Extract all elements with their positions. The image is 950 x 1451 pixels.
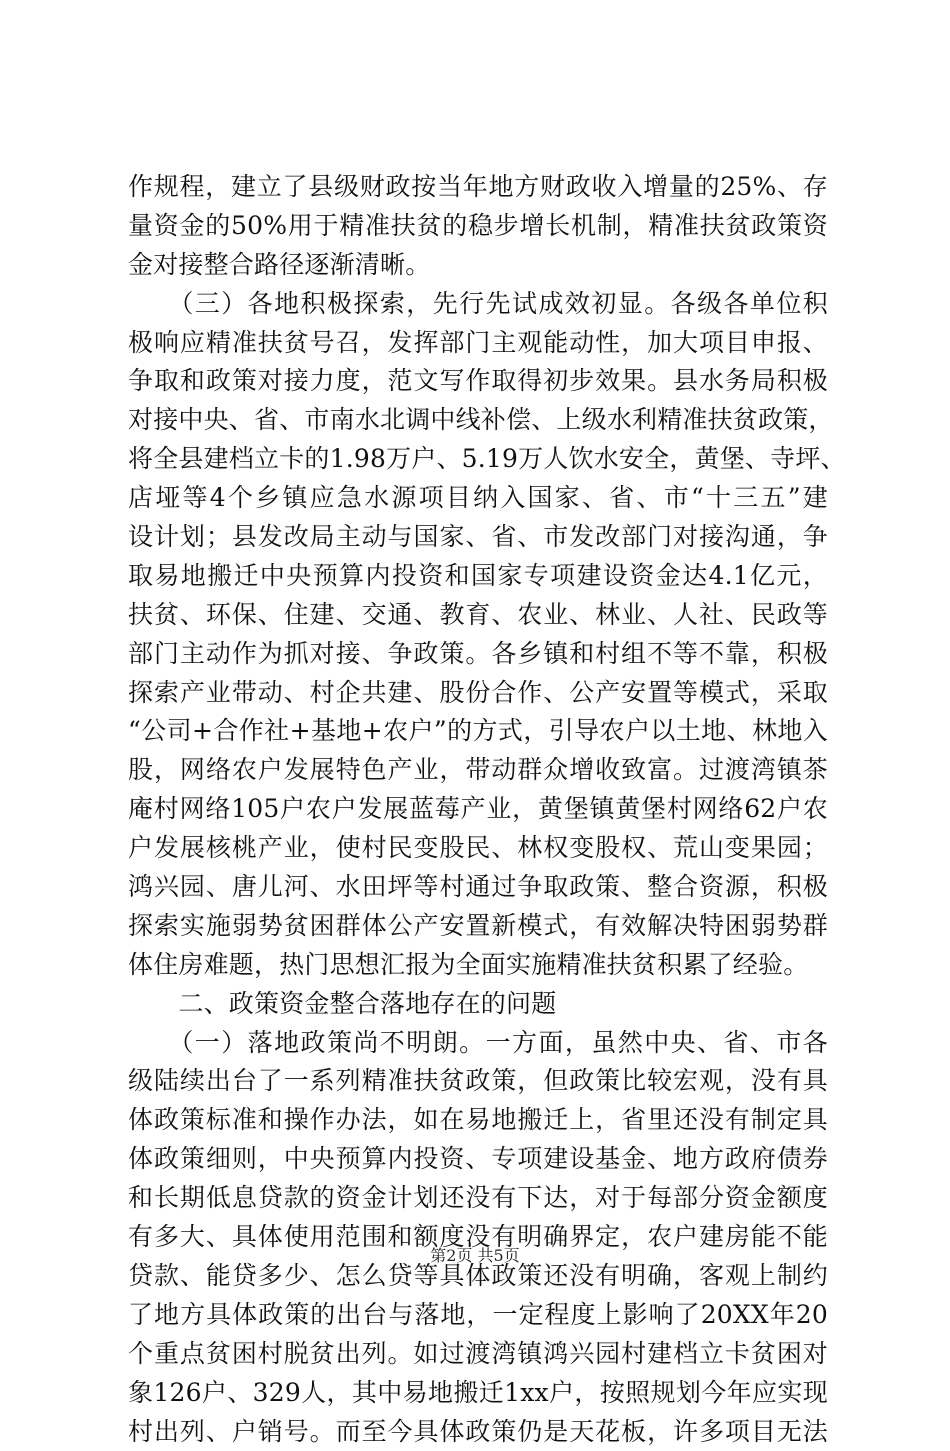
text-line: 象126户、329人，其中易地搬迁1xx户，按照规划今年应实现 xyxy=(128,1374,828,1413)
text-line: 体政策标准和操作办法，如在易地搬迁上，省里还没有制定具 xyxy=(128,1101,828,1140)
text-line: 贷款、能贷多少、怎么贷等具体政策还没有明确，客观上制约 xyxy=(128,1257,828,1296)
text-line: “公司+合作社+基地+农户”的方式，引导农户以土地、林地入 xyxy=(128,712,828,751)
text-line: 村出列、户销号。而至今具体政策仍是天花板，许多项目无法 xyxy=(128,1413,828,1451)
text-line: 部门主动作为抓对接、争政策。各乡镇和村组不等不靠，积极 xyxy=(128,635,828,674)
text-line: 二、政策资金整合落地存在的问题 xyxy=(128,985,828,1024)
text-line: 探索产业带动、村企共建、股份合作、公产安置等模式，采取 xyxy=(128,674,828,713)
text-line: 个重点贫困村脱贫出列。如过渡湾镇鸿兴园村建档立卡贫困对 xyxy=(128,1335,828,1374)
text-line: （三）各地积极探索，先行先试成效初显。各级各单位积 xyxy=(128,285,828,324)
text-line: 争取和政策对接力度，范文写作取得初步效果。县水务局积极 xyxy=(128,362,828,401)
text-line: 将全县建档立卡的1.98万户、5.19万人饮水安全，黄堡、寺坪、 xyxy=(128,440,828,479)
text-line: 金对接整合路径逐渐清晰。 xyxy=(128,246,828,285)
text-line: 探索实施弱势贫困群体公产安置新模式，有效解决特困弱势群 xyxy=(128,907,828,946)
text-line: 对接中央、省、市南水北调中线补偿、上级水利精准扶贫政策， xyxy=(128,401,828,440)
text-line: 体政策细则，中央预算内投资、专项建设基金、地方政府债券 xyxy=(128,1140,828,1179)
text-line: 有多大、具体使用范围和额度没有明确界定，农户建房能不能 xyxy=(128,1218,828,1257)
text-line: 取易地搬迁中央预算内投资和国家专项建设资金达4.1亿元， xyxy=(128,557,828,596)
text-line: 户发展核桃产业，使村民变股民、林权变股权、荒山变果园； xyxy=(128,829,828,868)
text-line: 股，网络农户发展特色产业，带动群众增收致富。过渡湾镇茶 xyxy=(128,751,828,790)
text-line: 店垭等4个乡镇应急水源项目纳入国家、省、市“十三五”建 xyxy=(128,479,828,518)
text-line: 级陆续出台了一系列精准扶贫政策，但政策比较宏观，没有具 xyxy=(128,1062,828,1101)
text-line: 体住房难题，热门思想汇报为全面实施精准扶贫积累了经验。 xyxy=(128,946,828,985)
text-line: 和长期低息贷款的资金计划还没有下达，对于每部分资金额度 xyxy=(128,1179,828,1218)
text-line: 设计划；县发改局主动与国家、省、市发改部门对接沟通，争 xyxy=(128,518,828,557)
text-line: （一）落地政策尚不明朗。一方面，虽然中央、省、市各 xyxy=(128,1024,828,1063)
text-line: 扶贫、环保、住建、交通、教育、农业、林业、人社、民政等 xyxy=(128,596,828,635)
text-line: 鸿兴园、唐儿河、水田坪等村通过争取政策、整合资源，积极 xyxy=(128,868,828,907)
page-footer: 第2页 共5页 xyxy=(0,1246,950,1266)
text-line: 量资金的50%用于精准扶贫的稳步增长机制，精准扶贫政策资 xyxy=(128,207,828,246)
text-line: 了地方具体政策的出台与落地，一定程度上影响了20XX年20 xyxy=(128,1296,828,1335)
text-line: 极响应精准扶贫号召，发挥部门主观能动性，加大项目申报、 xyxy=(128,324,828,363)
text-line: 作规程，建立了县级财政按当年地方财政收入增量的25%、存 xyxy=(128,168,828,207)
text-line: 庵村网络105户农户发展蓝莓产业，黄堡镇黄堡村网络62户农 xyxy=(128,790,828,829)
